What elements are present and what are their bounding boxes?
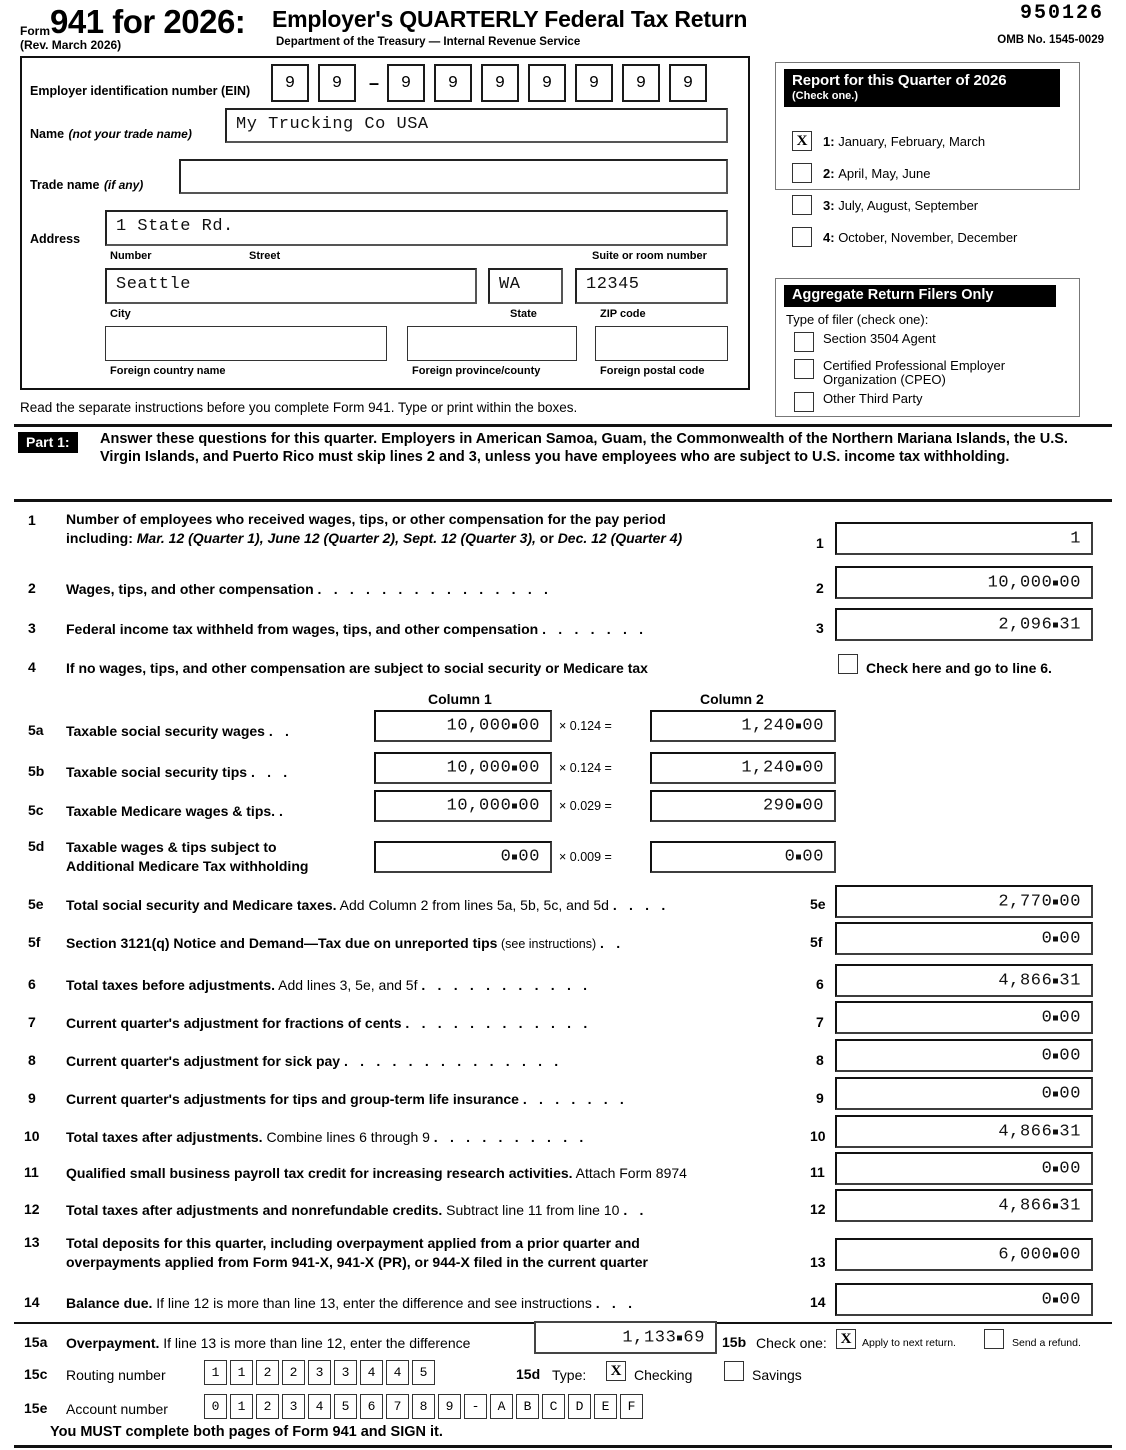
city-input[interactable]	[105, 268, 477, 304]
line-7-leader-dots: . . . . . . . . . . . .	[405, 1015, 592, 1031]
line-5b-rate: × 0.124 =	[559, 761, 612, 775]
line-6-amount-box[interactable]	[835, 964, 1093, 997]
divider-below-part1	[14, 499, 1112, 502]
line-12-leader-dots: . .	[623, 1202, 648, 1218]
line-6-text: Total taxes before adjustments. Add lines 3, 5e, and 5f . . . . . . . . . . .	[66, 977, 592, 993]
line-2-value: 10,000 00	[987, 573, 1081, 592]
line-7-box-number: 7	[816, 1014, 824, 1030]
routing-digit-9[interactable]: 5	[412, 1360, 435, 1385]
line-5a-column2-box[interactable]	[650, 710, 836, 742]
line-14-text: Balance due. If line 12 is more than line 13, enter the difference and see instructions . . .	[66, 1295, 637, 1311]
line-11-number: 11	[24, 1164, 39, 1180]
routing-number-input-group[interactable]	[204, 1360, 438, 1385]
account-digit-6[interactable]: 5	[334, 1394, 357, 1419]
foreign-postal-sublabel: Foreign postal code	[600, 365, 705, 377]
aggregate-type-label: Type of filer (check one):	[786, 312, 929, 327]
account-digit-9[interactable]: 8	[412, 1394, 435, 1419]
line-8-box-number: 8	[816, 1052, 824, 1068]
line-15b-apply-next-return-label: Apply to next return.	[862, 1337, 956, 1349]
line-5e-amount-box[interactable]	[835, 885, 1093, 918]
line-2-text: Wages, tips, and other compensation . . . . . . . . . . . . . . .	[66, 581, 553, 597]
trade-name-input[interactable]	[179, 159, 728, 194]
line-5c-column1-value: 10,000 00	[446, 796, 540, 816]
line-10-number: 10	[24, 1128, 40, 1144]
quarter-option-3[interactable]	[792, 195, 978, 215]
zip-value: 12345	[586, 275, 640, 294]
quarter-1-label: 1: January, February, March	[823, 133, 986, 149]
line-15a-text: Overpayment. If line 13 is more than line 12, enter the difference	[66, 1335, 471, 1351]
routing-digit-2[interactable]: 1	[230, 1360, 253, 1385]
ocr-form-code: 950126	[1019, 2, 1104, 25]
quarter-panel-subheading: (Check one.)	[792, 90, 859, 102]
divider-above-part1	[14, 424, 1112, 427]
line-15b-send-refund-checkbox[interactable]	[984, 1329, 1004, 1349]
foreign-province-sublabel: Foreign province/county	[412, 365, 541, 377]
line-15d-number: 15d	[516, 1366, 541, 1382]
aggregate-option-section-3504-agent[interactable]	[794, 332, 936, 352]
line-9-leader-dots: . . . . . . .	[522, 1091, 629, 1107]
state-input[interactable]	[488, 268, 563, 304]
quarter-3-label: 3: July, August, September	[823, 197, 979, 213]
line-5e-number: 5e	[28, 896, 44, 912]
line-5a-text: Taxable social security wages . .	[66, 723, 294, 739]
account-digit-13[interactable]: B	[516, 1394, 539, 1419]
line-2-amount-box[interactable]	[835, 566, 1093, 599]
line-6-leader-dots: . . . . . . . . . . .	[421, 977, 592, 993]
part-1-tag: Part 1:	[18, 432, 78, 453]
line-5b-text: Taxable social security tips . . .	[66, 764, 292, 780]
quarter-panel-heading: Report for this Quarter of 2026	[792, 72, 1007, 89]
line-10-value: 4,866 31	[998, 1122, 1081, 1141]
routing-digit-6[interactable]: 3	[334, 1360, 357, 1385]
form-title: Employer's QUARTERLY Federal Tax Return	[272, 6, 748, 32]
line-13-amount-box[interactable]	[835, 1238, 1093, 1271]
line-5e-value: 2,770 00	[998, 892, 1081, 911]
line-1-text: Number of employees who received wages, tips, or other compensation for the pay period including: Mar. 12 (Quarter 1), June 12 (Quarter 2), Sept. 12 (Quarter 3), or Dec. 12 (Quarter 4)	[66, 511, 683, 546]
form-department-line: Department of the Treasury — Internal Revenue Service	[276, 36, 581, 48]
quarter-4-checkbox[interactable]	[792, 227, 812, 247]
ein-digit-8[interactable]: 9	[622, 64, 660, 102]
line-12-text: Total taxes after adjustments and nonrefundable credits. Subtract line 11 from line 10 . .	[66, 1202, 648, 1218]
line-1-box-number: 1	[816, 535, 824, 551]
name-label: Name (not your trade name)	[30, 127, 192, 141]
line-4-checkbox-label: Check here and go to line 6.	[866, 660, 1052, 676]
aggregate-panel-heading: Aggregate Return Filers Only	[784, 285, 1056, 307]
line-12-number: 12	[24, 1201, 40, 1217]
line-8-leader-dots: . . . . . . . . . . . . . .	[343, 1053, 563, 1069]
routing-digit-7[interactable]: 4	[360, 1360, 383, 1385]
line-12-amount-box[interactable]	[835, 1189, 1093, 1222]
routing-digit-1[interactable]: 1	[204, 1360, 227, 1385]
line-5e-box-number: 5e	[810, 896, 826, 912]
line-8-text: Current quarter's adjustment for sick pay . . . . . . . . . . . . . .	[66, 1053, 563, 1069]
quarter-option-1[interactable]	[792, 131, 985, 151]
account-digit-5[interactable]: 4	[308, 1394, 331, 1419]
ein-digit-4[interactable]: 9	[434, 64, 472, 102]
line-5b-column1-box[interactable]	[374, 752, 552, 784]
omb-number: OMB No. 1545-0029	[997, 34, 1104, 46]
line-6-box-number: 6	[816, 976, 824, 992]
line-4-checkbox[interactable]	[838, 654, 858, 674]
line-7-value: 0 00	[1041, 1008, 1081, 1027]
line-5c-number: 5c	[28, 802, 44, 818]
line-5d-number: 5d	[28, 838, 45, 854]
line-5f-text: Section 3121(q) Notice and Demand—Tax due on unreported tips (see instructions) . .	[66, 935, 625, 951]
line-1-number: 1	[28, 512, 36, 528]
line-15d-savings-checkbox[interactable]	[724, 1361, 744, 1381]
line-14-number: 14	[24, 1294, 40, 1310]
employer-identity-panel	[20, 56, 750, 390]
aggregate-filers-panel	[775, 278, 1080, 417]
column-2-header: Column 2	[700, 691, 764, 707]
line-10-amount-box[interactable]	[835, 1115, 1093, 1148]
line-14-leader-dots: . . .	[595, 1295, 637, 1311]
zip-input[interactable]	[575, 268, 728, 304]
line-5c-rate: × 0.029 =	[559, 799, 612, 813]
line-1-amount-box[interactable]	[835, 522, 1093, 555]
line-14-amount-box[interactable]	[835, 1283, 1093, 1316]
report-quarter-panel	[775, 62, 1080, 245]
line-3-text: Federal income tax withheld from wages, tips, and other compensation . . . . . . .	[66, 621, 648, 637]
quarter-4-label: 4: October, November, December	[823, 229, 1018, 245]
line-5a-rate: × 0.124 =	[559, 719, 612, 733]
account-digit-14[interactable]: C	[542, 1394, 565, 1419]
ein-digit-9[interactable]: 9	[669, 64, 707, 102]
line-5b-number: 5b	[28, 763, 45, 779]
quarter-option-4[interactable]	[792, 227, 1017, 247]
line-11-text: Qualified small business payroll tax credit for increasing research activities. Attach Form 8974	[66, 1165, 687, 1181]
line-5b-column1-value: 10,000 00	[446, 758, 540, 778]
line-14-box-number: 14	[810, 1294, 826, 1310]
address-number-sublabel: Number	[110, 250, 152, 262]
line-4-text: If no wages, tips, and other compensation are subject to social security or Medicare tax	[66, 660, 648, 676]
line-10-box-number: 10	[810, 1128, 826, 1144]
line-5c-column2-value: 290 00	[762, 796, 824, 816]
ein-digit-2[interactable]: 9	[318, 64, 356, 102]
line-5e-leader-dots: . . . .	[612, 897, 670, 913]
form-masthead	[0, 0, 1126, 52]
ein-dash: –	[368, 72, 379, 93]
line-15d-label: Type:	[552, 1367, 587, 1383]
line-14-value: 0 00	[1041, 1290, 1081, 1309]
line-5f-box-number: 5f	[810, 934, 823, 950]
account-digit-8[interactable]: 7	[386, 1394, 409, 1419]
account-digit-3[interactable]: 2	[256, 1394, 279, 1419]
routing-digit-4[interactable]: 2	[282, 1360, 305, 1385]
ein-digit-5[interactable]: 9	[481, 64, 519, 102]
zip-sublabel: ZIP code	[600, 308, 646, 320]
line-15e-label: Account number	[66, 1401, 168, 1417]
quarter-option-2[interactable]	[792, 163, 930, 183]
routing-digit-8[interactable]: 4	[386, 1360, 409, 1385]
line-4-number: 4	[28, 659, 36, 675]
line-11-value: 0 00	[1041, 1159, 1081, 1178]
other-third-party-checkbox[interactable]	[794, 392, 814, 412]
line-5f-number: 5f	[28, 934, 41, 950]
line-5c-leader-dots: .	[278, 803, 288, 819]
line-5c-column2-box[interactable]	[650, 790, 836, 822]
quarter-2-checkbox[interactable]	[792, 163, 812, 183]
address-street-sublabel: Street	[249, 250, 281, 262]
account-digit-11[interactable]: -	[464, 1394, 487, 1419]
foreign-country-sublabel: Foreign country name	[110, 365, 226, 377]
line-9-amount-box[interactable]	[835, 1077, 1093, 1110]
quarter-3-checkbox[interactable]	[792, 195, 812, 215]
cpeo-checkbox[interactable]	[794, 359, 814, 379]
line-11-amount-box[interactable]	[835, 1152, 1093, 1185]
aggregate-option-other-third-party[interactable]	[794, 392, 922, 412]
line-5b-column2-value: 1,240 00	[741, 758, 824, 778]
line-15e-number: 15e	[24, 1400, 48, 1416]
ein-digit-7[interactable]: 9	[575, 64, 613, 102]
line-5d-rate: × 0.009 =	[559, 850, 612, 864]
line-5b-column2-box[interactable]	[650, 752, 836, 784]
quarter-2-label: 2: April, May, June	[823, 165, 931, 181]
line-15a-value: 1,133 69	[622, 1328, 705, 1347]
bottom-rule	[14, 1445, 1112, 1448]
account-digit-12[interactable]: A	[490, 1394, 513, 1419]
account-digit-1[interactable]: 0	[204, 1394, 227, 1419]
line-5d-column1-value: 0 00	[500, 847, 540, 867]
foreign-postal-input[interactable]	[595, 326, 728, 361]
line-5a-number: 5a	[28, 722, 44, 738]
account-digit-4[interactable]: 3	[282, 1394, 305, 1419]
ein-digit-1[interactable]: 9	[271, 64, 309, 102]
line-15b-number: 15b	[722, 1334, 747, 1350]
line-5f-value: 0 00	[1041, 929, 1081, 948]
line-15d-savings-label: Savings	[752, 1367, 802, 1383]
line-9-value: 0 00	[1041, 1084, 1081, 1103]
line-8-amount-box[interactable]	[835, 1039, 1093, 1072]
line-12-box-number: 12	[810, 1201, 826, 1217]
line-5c-column1-box[interactable]	[374, 790, 552, 822]
line-5f-leader-dots: . .	[600, 935, 625, 951]
line-1-value: 1	[1070, 529, 1081, 548]
address-street-value: 1 State Rd.	[116, 217, 234, 236]
line-13-text: Total deposits for this quarter, including overpayment applied from a prior quarter and overpayments applied from Form 941-X, 941-X (PR), or 944-X filed in the current quarter	[66, 1235, 648, 1270]
line-15c-number: 15c	[24, 1366, 48, 1382]
line-2-number: 2	[28, 580, 36, 596]
line-5a-column1-value: 10,000 00	[446, 716, 540, 736]
line-15b-apply-next-return-checkbox[interactable]: X	[836, 1329, 856, 1349]
line-5d-column1-box[interactable]	[374, 841, 552, 873]
account-digit-10[interactable]: 9	[438, 1394, 461, 1419]
line-7-amount-box[interactable]	[835, 1001, 1093, 1034]
line-9-text: Current quarter's adjustments for tips and group-term life insurance . . . . . . .	[66, 1091, 629, 1107]
name-input[interactable]	[225, 108, 728, 143]
line-5d-column2-box[interactable]	[650, 841, 836, 873]
line-9-number: 9	[28, 1090, 36, 1106]
line-3-value: 2,096 31	[998, 615, 1081, 634]
account-digit-7[interactable]: 6	[360, 1394, 383, 1419]
line-2-box-number: 2	[816, 580, 824, 596]
ein-label: Employer identification number (EIN)	[30, 84, 251, 98]
line-13-number: 13	[24, 1234, 40, 1250]
ein-input-group[interactable]	[271, 64, 716, 102]
state-sublabel: State	[510, 308, 537, 320]
line-15a-amount-box[interactable]	[534, 1321, 717, 1354]
line-5d-text: Taxable wages & tips subject to Additional Medicare Tax withholding	[66, 839, 309, 874]
foreign-province-input[interactable]	[407, 326, 577, 361]
line-10-leader-dots: . . . . . . . . . .	[433, 1129, 588, 1145]
line-13-box-number: 13	[810, 1254, 826, 1270]
cpeo-label: Certified Professional Employer Organization (CPEO)	[823, 358, 1006, 388]
line-5a-leader-dots: . .	[268, 723, 294, 739]
line-3-amount-box[interactable]	[835, 608, 1093, 641]
name-value: My Trucking Co USA	[236, 115, 429, 134]
line-11-box-number: 11	[810, 1164, 825, 1180]
address-suite-sublabel: Suite or room number	[592, 250, 707, 262]
quarter-1-checkbox[interactable]: X	[792, 131, 812, 151]
line-6-number: 6	[28, 976, 36, 992]
section-3504-agent-checkbox[interactable]	[794, 332, 814, 352]
address-label: Address	[30, 232, 81, 246]
account-number-input-group[interactable]	[204, 1394, 646, 1419]
line-6-value: 4,866 31	[998, 971, 1081, 990]
line-15d-checking-checkbox[interactable]: X	[606, 1361, 626, 1381]
city-value: Seattle	[116, 275, 191, 294]
other-third-party-label: Other Third Party	[823, 391, 923, 406]
account-digit-15[interactable]: D	[568, 1394, 591, 1419]
ein-digit-3[interactable]: 9	[387, 64, 425, 102]
line-13-value: 6,000 00	[998, 1245, 1081, 1264]
line-15c-label: Routing number	[66, 1367, 166, 1383]
form-word-label: Form	[20, 24, 50, 38]
line-15a-number: 15a	[24, 1334, 48, 1350]
line-5e-text: Total social security and Medicare taxes. Add Column 2 from lines 5a, 5b, 5c, and 5d . . . .	[66, 897, 670, 913]
line-7-text: Current quarter's adjustment for fractions of cents . . . . . . . . . . . .	[66, 1015, 592, 1031]
address-street-input[interactable]	[105, 210, 728, 246]
part-1-instructions: Answer these questions for this quarter. Employers in American Samoa, Guam, the Commonwealth of the Northern Mariana Islands, the U.S. Virgin Islands, and Puerto Rico must skip lines 2 and 3, unless you have employees who are subject to U.S. income tax withholding.	[100, 431, 1068, 466]
line-3-number: 3	[28, 620, 36, 636]
line-15b-send-refund-label: Send a refund.	[1012, 1337, 1081, 1349]
line-5b-leader-dots: . . .	[250, 764, 292, 780]
routing-digit-3[interactable]: 2	[256, 1360, 279, 1385]
aggregate-option-cpeo[interactable]	[794, 359, 1038, 387]
line-8-number: 8	[28, 1052, 36, 1068]
line-15d-checking-label: Checking	[634, 1367, 693, 1383]
account-digit-16[interactable]: E	[594, 1394, 617, 1419]
line-5c-text: Taxable Medicare wages & tips. .	[66, 803, 288, 819]
line-3-leader-dots: . . . . . . .	[542, 621, 648, 637]
account-digit-17[interactable]: F	[620, 1394, 643, 1419]
must-complete-notice: You MUST complete both pages of Form 941 and SIGN it.	[50, 1424, 443, 1440]
line-8-value: 0 00	[1041, 1046, 1081, 1065]
city-sublabel: City	[110, 308, 131, 320]
state-value: WA	[499, 275, 521, 294]
line-2-leader-dots: . . . . . . . . . . . . . . .	[317, 581, 553, 597]
line-5d-column2-value: 0 00	[784, 847, 824, 867]
line-5a-column1-box[interactable]	[374, 710, 552, 742]
column-1-header: Column 1	[428, 691, 492, 707]
trade-name-label: Trade name (if any)	[30, 178, 144, 192]
line-7-number: 7	[28, 1014, 36, 1030]
line-15b-label: Check one:	[756, 1335, 827, 1351]
ein-digit-6[interactable]: 9	[528, 64, 566, 102]
routing-digit-5[interactable]: 3	[308, 1360, 331, 1385]
line-10-text: Total taxes after adjustments. Combine lines 6 through 9 . . . . . . . . . .	[66, 1129, 588, 1145]
section-3504-agent-label: Section 3504 Agent	[823, 331, 936, 346]
line-5a-column2-value: 1,240 00	[741, 716, 824, 736]
read-instructions-note: Read the separate instructions before you complete Form 941. Type or print within the boxes.	[20, 400, 578, 415]
line-3-box-number: 3	[816, 620, 824, 636]
foreign-country-input[interactable]	[105, 326, 387, 361]
quarter-panel-banner	[784, 69, 1060, 107]
form-revision-date: (Rev. March 2026)	[20, 38, 122, 52]
account-digit-2[interactable]: 1	[230, 1394, 253, 1419]
line-9-box-number: 9	[816, 1090, 824, 1106]
form-number-title: 941 for 2026:	[50, 3, 246, 40]
line-12-value: 4,866 31	[998, 1196, 1081, 1215]
line-5f-amount-box[interactable]	[835, 922, 1093, 955]
